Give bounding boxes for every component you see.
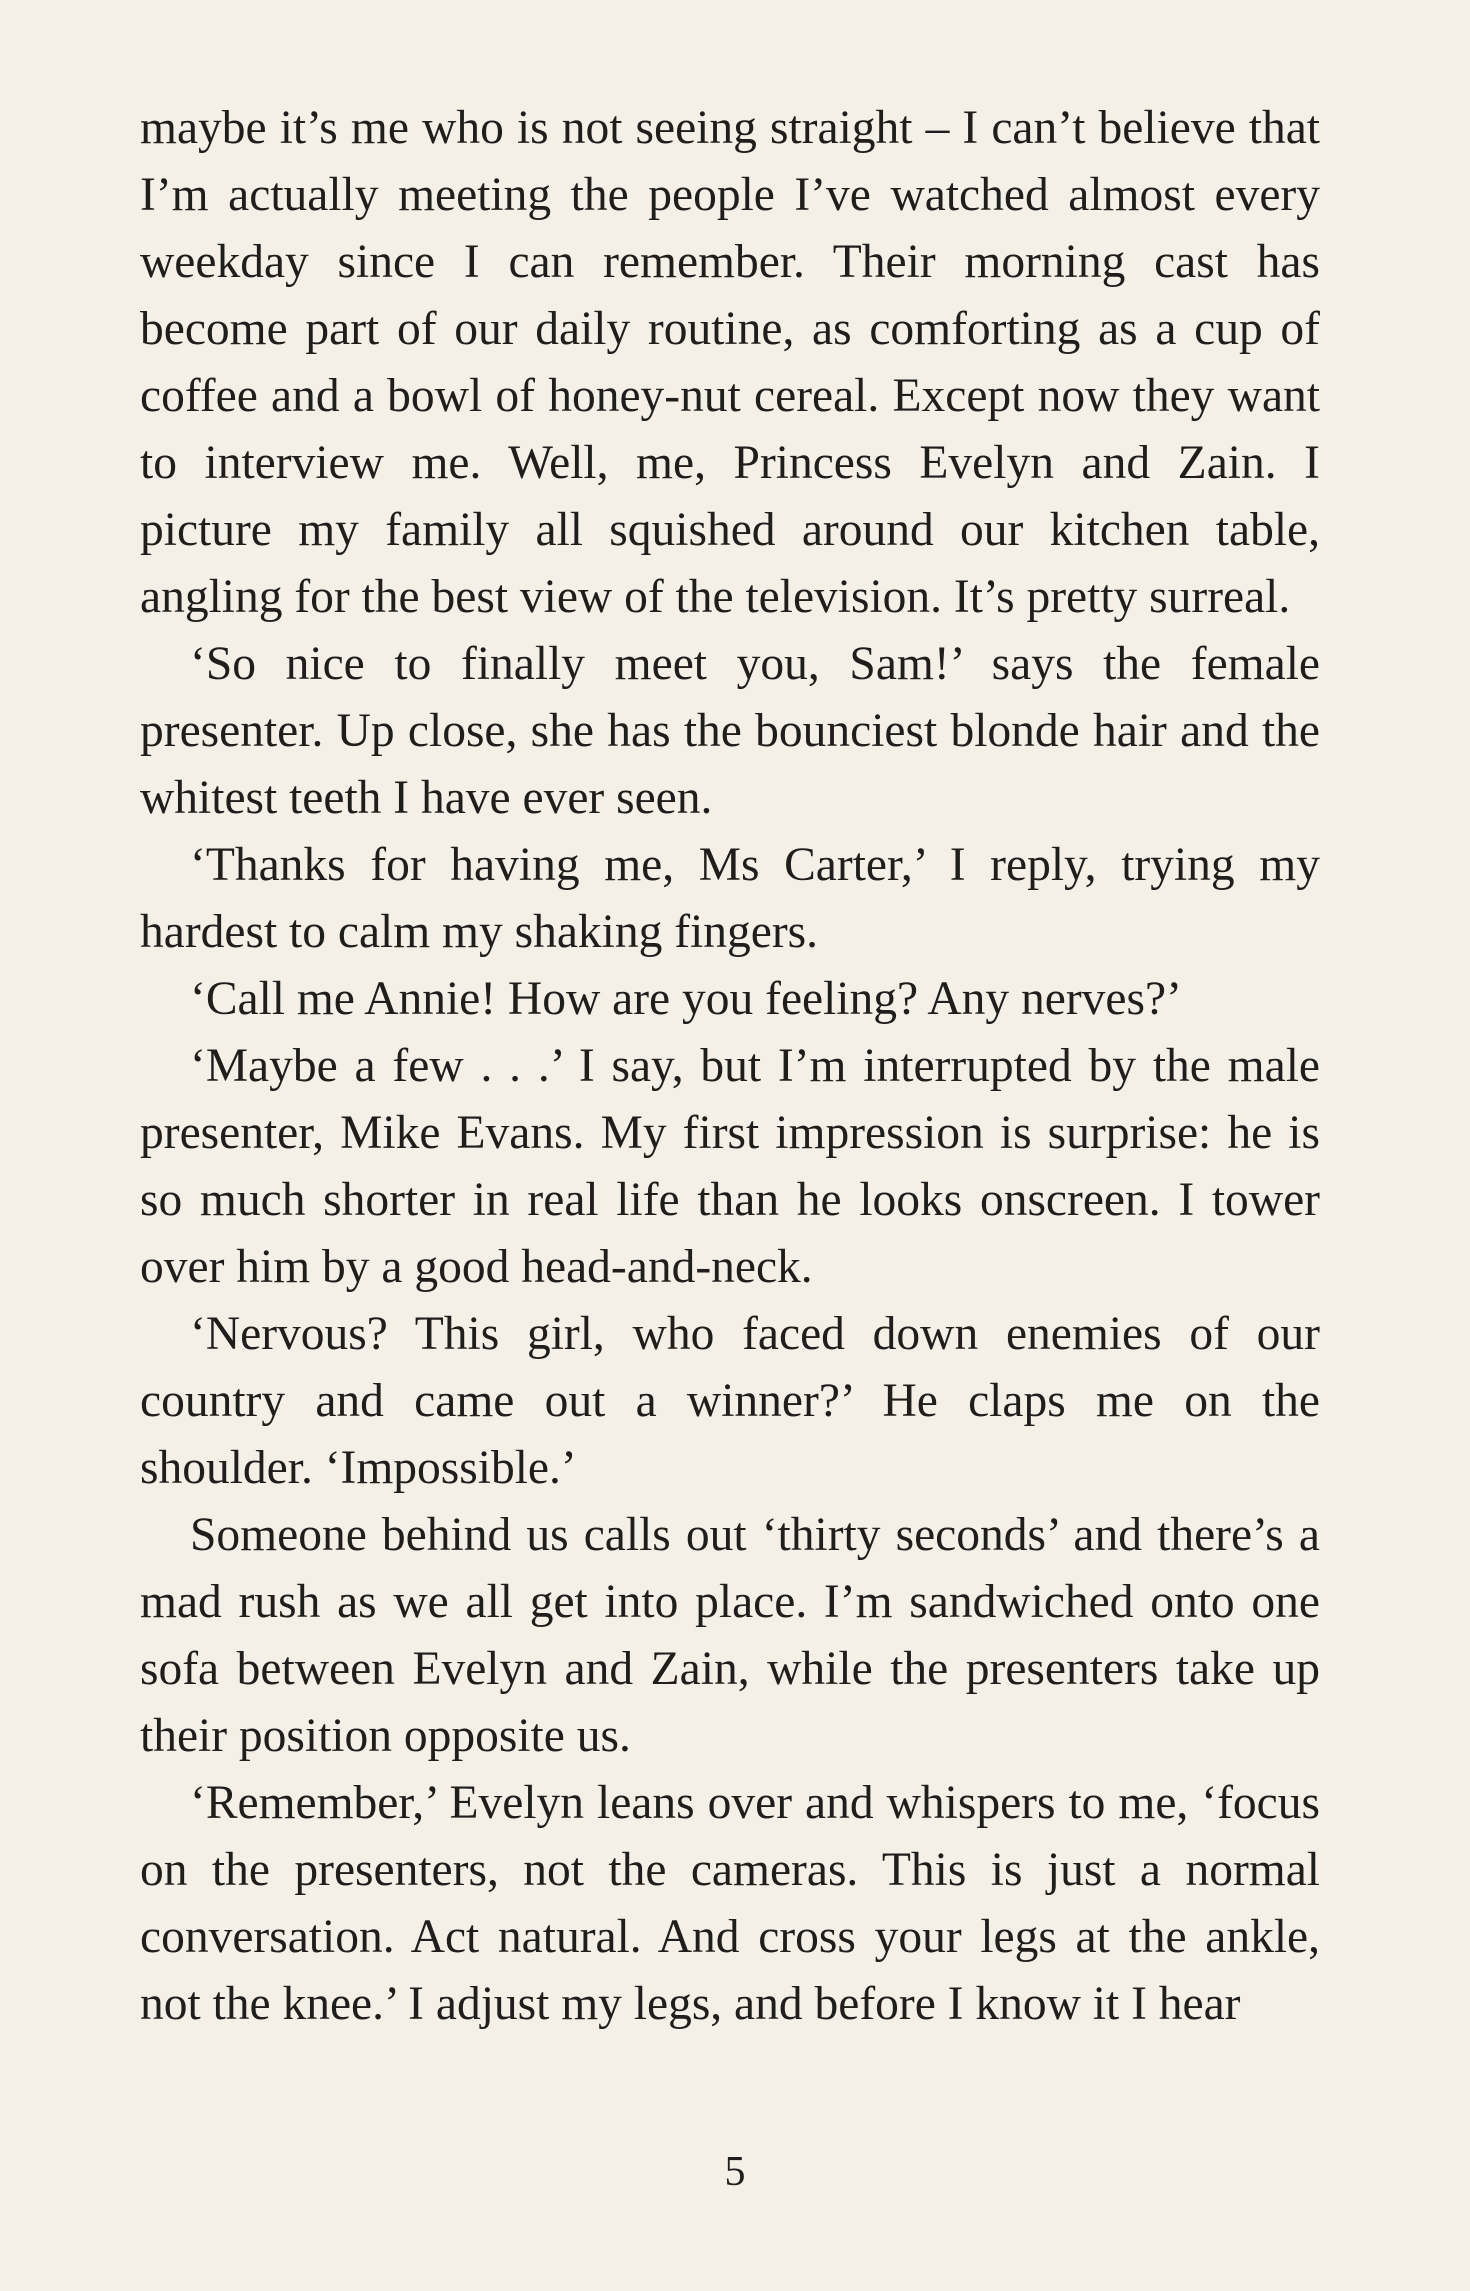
page-number: 5 (724, 2149, 746, 2195)
paragraph-maybe-a-few: ‘Maybe a few . . .’ I say, but I’m interrupted by the male presenter, Mike Evans. My first impression is surprise: he is so much shorter in real life than he looks onscreen. I tower over him by a good head-and-neck. (140, 1040, 1320, 1293)
paragraph-reply: ‘Thanks for having me, Ms Carter,’ I reply, trying my hardest to calm my shaking fingers. (140, 839, 1320, 958)
body-text (140, 95, 1320, 2038)
paragraph-thirty-seconds: Someone behind us calls out ‘thirty seconds’ and there’s a mad rush as we all get into place. I’m sandwiched onto one sofa between Evelyn and Zain, while the presenters take up their position opposite us. (140, 1509, 1320, 1762)
paragraph-nervous: ‘Nervous? This girl, who faced down enemies of our country and came out a winner?’ He claps me on the shoulder. ‘Impossible.’ (140, 1308, 1320, 1494)
paragraph-greeting: ‘So nice to finally meet you, Sam!’ says the female presenter. Up close, she has the bounciest blonde hair and the whitest teeth I have ever seen. (140, 638, 1320, 824)
paragraph-continuation: maybe it’s me who is not seeing straight – I can’t believe that I’m actually meeting the people I’ve watched almost every weekday since I can remember. Their morning cast has become part of our daily routine, as comforting as a cup of coffee and a bowl of honey-nut cereal. Except now they want to interview me. Well, me, Princess Evelyn and Zain. I picture my family all squished around our kitchen table, angling for the best view of the television. It’s pretty surreal. (140, 102, 1320, 623)
paragraph-call-me-annie: ‘Call me Annie! How are you feeling? Any nerves?’ (190, 973, 1182, 1025)
paragraph-remember: ‘Remember,’ Evelyn leans over and whispers to me, ‘focus on the presenters, not the cameras. This is just a normal conversation. Act natural. And cross your legs at the ankle, not the knee.’ I adjust my legs, and before I know it I hear (140, 1777, 1320, 2030)
